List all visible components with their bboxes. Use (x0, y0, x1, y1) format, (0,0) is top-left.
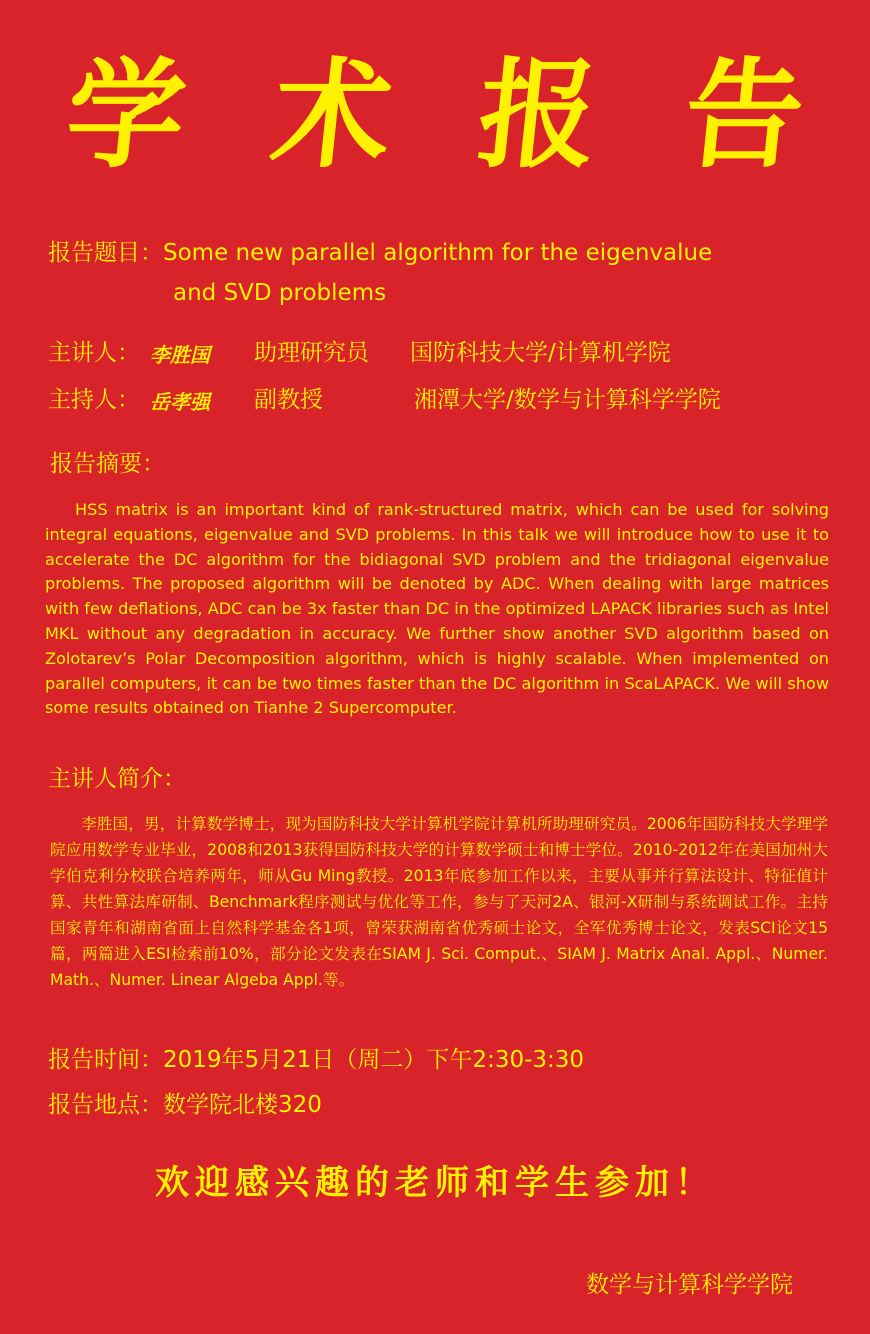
title-char-1: 学 (59, 45, 193, 184)
host-row (48, 387, 848, 415)
bio-text: 李胜国，男，计算数学博士，现为国防科技大学计算机学院计算机所助理研究员。2006年国防科技大学理学院应用数学专业毕业，2008和2013获得国防科技大学的计算数学硕士和博士学位。2010-2012年在美国加州大学伯克利分校联合培养两年，师从Gu Ming教授。2013年底参加工作以来，主要从事并行算法设计、特征值计算、共性算法库研制、Benchmark程序测试与优化等工作，参与了天河2A、银河-X研制与系统调试工作。主持国家青年和湖南省面上自然科学基金各1项，曾荣获湖南省优秀硕士论文，全军优秀博士论文，发表SCI论文15篇，两篇进入ESI检索前10%，部分论文发表在SIAM J. Sci. Comput.、SIAM J. Matrix Anal. Appl.、Numer. Math.、Numer. Linear Algeba Appl.等。 (50, 815, 828, 989)
speaker-name: 李胜国 (150, 343, 210, 367)
host-name: 岳孝强 (150, 390, 210, 414)
place-value: 数学院北楼320 (163, 1092, 322, 1118)
bio-heading: 主讲人简介： (48, 766, 186, 792)
place-label: 报告地点： (48, 1092, 163, 1118)
abstract-heading: 报告摘要： (50, 451, 165, 477)
abstract-text: HSS matrix is an important kind of rank-structured matrix, which can be used for solving integral equations, eigenvalue and SVD problems. In this talk we will introduce how to use it to accelerate the DC algorithm for the bidiagonal SVD problem and the tridiagonal eigenvalue problems. The proposed algorithm will be denoted by ADC. When dealing with large matrices with few deflations, ADC can be 3x faster than DC in the optimized LAPACK libraries such as Intel MKL without any degradation in accuracy. We further show another SVD algorithm based on Zolotarev’s Polar Decomposition algorithm, which is highly scalable. When implemented on parallel computers, it can be two times faster than the DC algorithm in ScaLAPACK. We will show some results obtained on Tianhe 2 Supercomputer. (45, 500, 829, 718)
speaker-affiliation: 国防科技大学/计算机学院 (410, 340, 671, 366)
poster-title (0, 40, 870, 190)
time-label: 报告时间： (48, 1047, 163, 1073)
time-row (48, 1047, 584, 1075)
host-position: 副教授 (254, 387, 323, 413)
abstract-text-block (45, 498, 829, 721)
time-value: 2019年5月21日（周二）下午2:30-3:30 (163, 1047, 585, 1073)
speaker-label: 主讲人： (48, 340, 140, 366)
speaker-row (48, 340, 848, 368)
topic-line-1 (48, 240, 712, 268)
topic-label: 报告题目： (48, 240, 163, 266)
title-char-3: 报 (471, 45, 605, 184)
title-char-4: 告 (677, 45, 811, 184)
topic-title-line1: Some new parallel algorithm for the eigenvalue (163, 240, 713, 266)
bio-text-block (50, 811, 828, 993)
host-label: 主持人： (48, 387, 140, 413)
title-char-2: 术 (265, 45, 399, 184)
topic-title-line2: and SVD problems (173, 280, 387, 306)
speaker-position: 助理研究员 (254, 340, 369, 366)
place-row (48, 1092, 322, 1120)
footer-organization: 数学与计算科学学院 (586, 1272, 793, 1298)
welcome-message: 欢迎感兴趣的老师和学生参加！ (155, 1163, 715, 1203)
host-affiliation: 湘潭大学/数学与计算科学学院 (414, 387, 721, 413)
